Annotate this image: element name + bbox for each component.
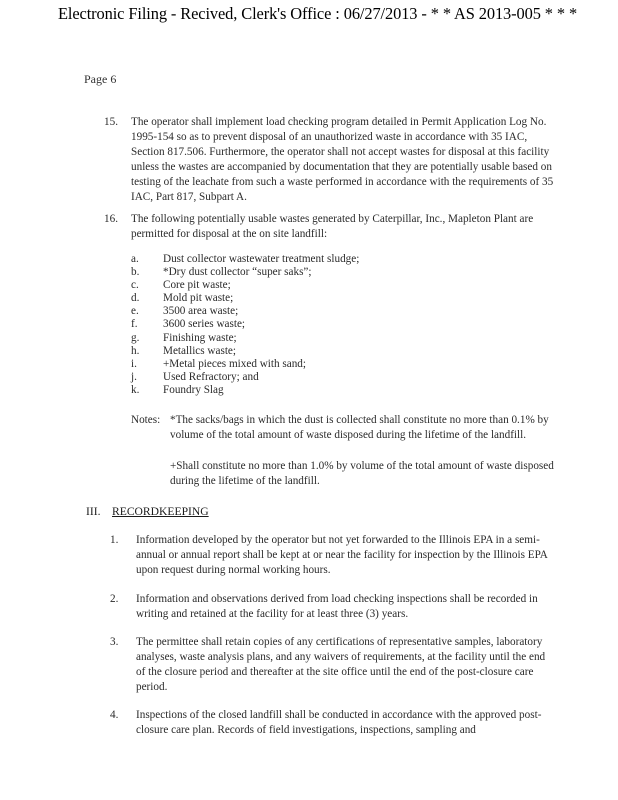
- record-1-text: Information developed by the operator but not yet forwarded to the Illinois EPA in a semi-annual or annual report shall be kept at or near the facility for inspection by the Illinois EPA upon request during normal working hours.: [136, 534, 548, 576]
- waste-list-item: [131, 318, 359, 331]
- waste-list-text: Foundry Slag: [163, 383, 224, 396]
- waste-list-item: [131, 266, 359, 279]
- waste-list-text: Used Refractory; and: [163, 370, 259, 383]
- waste-list-text: Metallics waste;: [163, 344, 237, 357]
- waste-list-item: [131, 305, 359, 318]
- waste-list-letter: h.: [131, 344, 140, 357]
- waste-list-letter: i.: [131, 357, 137, 370]
- note-2: +Shall constitute no more than 1.0% by volume of the total amount of waste disposed during the lifetime of the landfill.: [170, 460, 554, 487]
- waste-list-letter: j.: [131, 370, 137, 383]
- waste-list-item: [131, 358, 359, 371]
- waste-list-item: [131, 279, 359, 292]
- section-roman: III.: [86, 505, 101, 518]
- waste-list-letter: e.: [131, 305, 139, 318]
- record-4-number: 4.: [110, 709, 119, 721]
- item-15-number: 15.: [104, 116, 118, 128]
- waste-list-text: +Metal pieces mixed with sand;: [163, 357, 307, 370]
- waste-list-letter: b.: [131, 266, 140, 279]
- record-3-text: The permittee shall retain copies of any certifications of representative samples, laboratory analyses, waste analysis plans, and any waivers of requirements, at the facility until the end of the closure period and thereafter at the site office until the end of the post-closure care period.: [136, 636, 546, 693]
- waste-list-text: Core pit waste;: [163, 279, 231, 292]
- waste-list-text: Finishing waste;: [163, 331, 237, 344]
- waste-list-text: Dust collector wastewater treatment sludge;: [163, 253, 360, 265]
- waste-list-item: [131, 384, 359, 397]
- waste-list-letter: f.: [131, 318, 138, 331]
- record-1-number: 1.: [110, 534, 119, 546]
- record-2-text: Information and observations derived from load checking inspections shall be recorded in writing and retained at the facility for at least three (3) years.: [136, 593, 538, 620]
- notes-label: Notes:: [131, 414, 161, 426]
- waste-list-item: [131, 292, 359, 305]
- item-16-text: The following potentially usable wastes generated by Caterpillar, Inc., Mapleton Plant are permitted for disposal at the on site landfill:: [131, 213, 534, 240]
- item-15-text: The operator shall implement load checking program detailed in Permit Application Log No. 1995-154 so as to prevent disposal of an unauthorized waste in accordance with 35 IAC, Section 817.506. Furthermore, the operator shall not accept wastes for disposal at this facility unless the wastes are accompanied by documentation that they are potentially usable based on testing of the leachate from such a waste performed in accordance with the requirements of 35 IAC, Part 817, Subpart A.: [131, 116, 554, 203]
- waste-list-item: [131, 332, 359, 345]
- waste-list-text: 3500 area waste;: [163, 305, 239, 318]
- item-16-number: 16.: [104, 213, 118, 225]
- record-4-text: Inspections of the closed landfill shall be conducted in accordance with the approved post-closure care plan. Records of field investigations, inspections, sampling and: [136, 709, 542, 736]
- waste-list-text: Mold pit waste;: [163, 292, 234, 305]
- note-1: *The sacks/bags in which the dust is collected shall constitute no more than 0.1% by volume of the total amount of waste disposed during the lifetime of the landfill.: [170, 414, 549, 441]
- waste-list-letter: k.: [131, 383, 140, 396]
- waste-list-text: 3600 series waste;: [163, 318, 246, 331]
- waste-list-item: [131, 345, 359, 358]
- record-2-number: 2.: [110, 593, 119, 605]
- waste-list-letter: g.: [131, 331, 140, 344]
- waste-list-item: [131, 371, 359, 384]
- waste-list-letter: c.: [131, 279, 139, 292]
- waste-list-letter: a.: [131, 253, 139, 265]
- section-title: RECORDKEEPING: [112, 505, 209, 518]
- record-3-number: 3.: [110, 636, 119, 648]
- waste-list-item: [131, 253, 359, 266]
- waste-list-text: *Dry dust collector “super saks”;: [163, 266, 312, 279]
- waste-list: [131, 253, 359, 397]
- page-number: Page 6: [84, 72, 117, 86]
- filing-header: Electronic Filing - Recived, Clerk's Office : 06/27/2013 - * * AS 2013-005 * * *: [58, 4, 578, 23]
- waste-list-letter: d.: [131, 292, 140, 305]
- section-heading: [86, 505, 209, 518]
